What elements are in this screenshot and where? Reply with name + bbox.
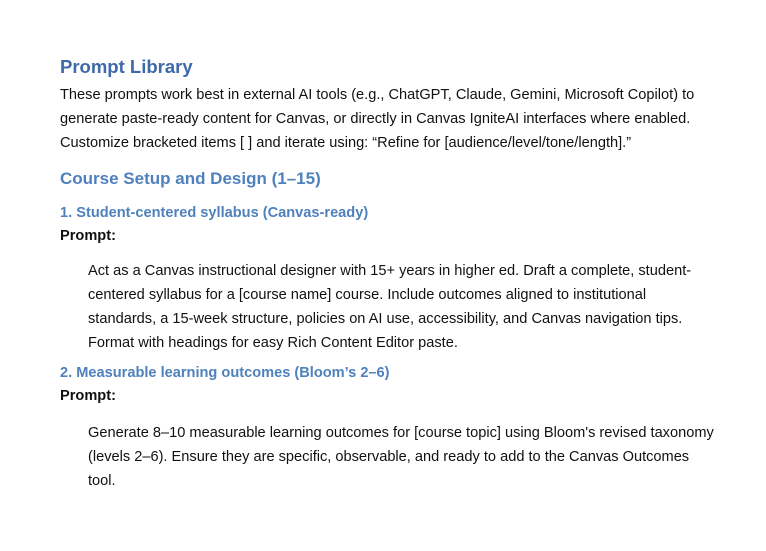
prompt-heading: 1. Student-centered syllabus (Canvas-ready) [60,205,369,221]
prompt-text: Generate 8–10 measurable learning outcomes for [course topic] using Bloom's revised taxonomy (levels 2–6). Ensure they are specific, observable, and ready to add to the Canvas Outcomes tool. [88,425,714,489]
prompt-label: Prompt: [60,228,116,244]
document-title: Prompt Library [60,56,193,77]
prompt-text: Act as a Canvas instructional designer with 15+ years in higher ed. Draft a complete, student-centered syllabus for a [course name] course. Include outcomes aligned to institutional standards, a 15-week structure, policies on AI use, accessibility, and Canvas navigation tips. Format with headings for easy Rich Content Editor paste. [88,263,692,351]
prompt-heading: 2. Measurable learning outcomes (Bloom’s 2–6) [60,365,390,381]
prompt-label: Prompt: [60,388,116,404]
prompt-entry-1 [60,201,740,355]
prompt-entry-2 [60,361,740,493]
intro-paragraph: These prompts work best in external AI tools (e.g., ChatGPT, Claude, Gemini, Microsoft Copilot) to generate paste-ready content for Canvas, or directly in Canvas IgniteAI interfaces where enabled. Customize bracketed items [ ] and iterate using: “Refine for [audience/level/tone/length].” [60,87,695,151]
document-page [60,54,740,493]
section-heading: Course Setup and Design (1–15) [60,169,321,188]
